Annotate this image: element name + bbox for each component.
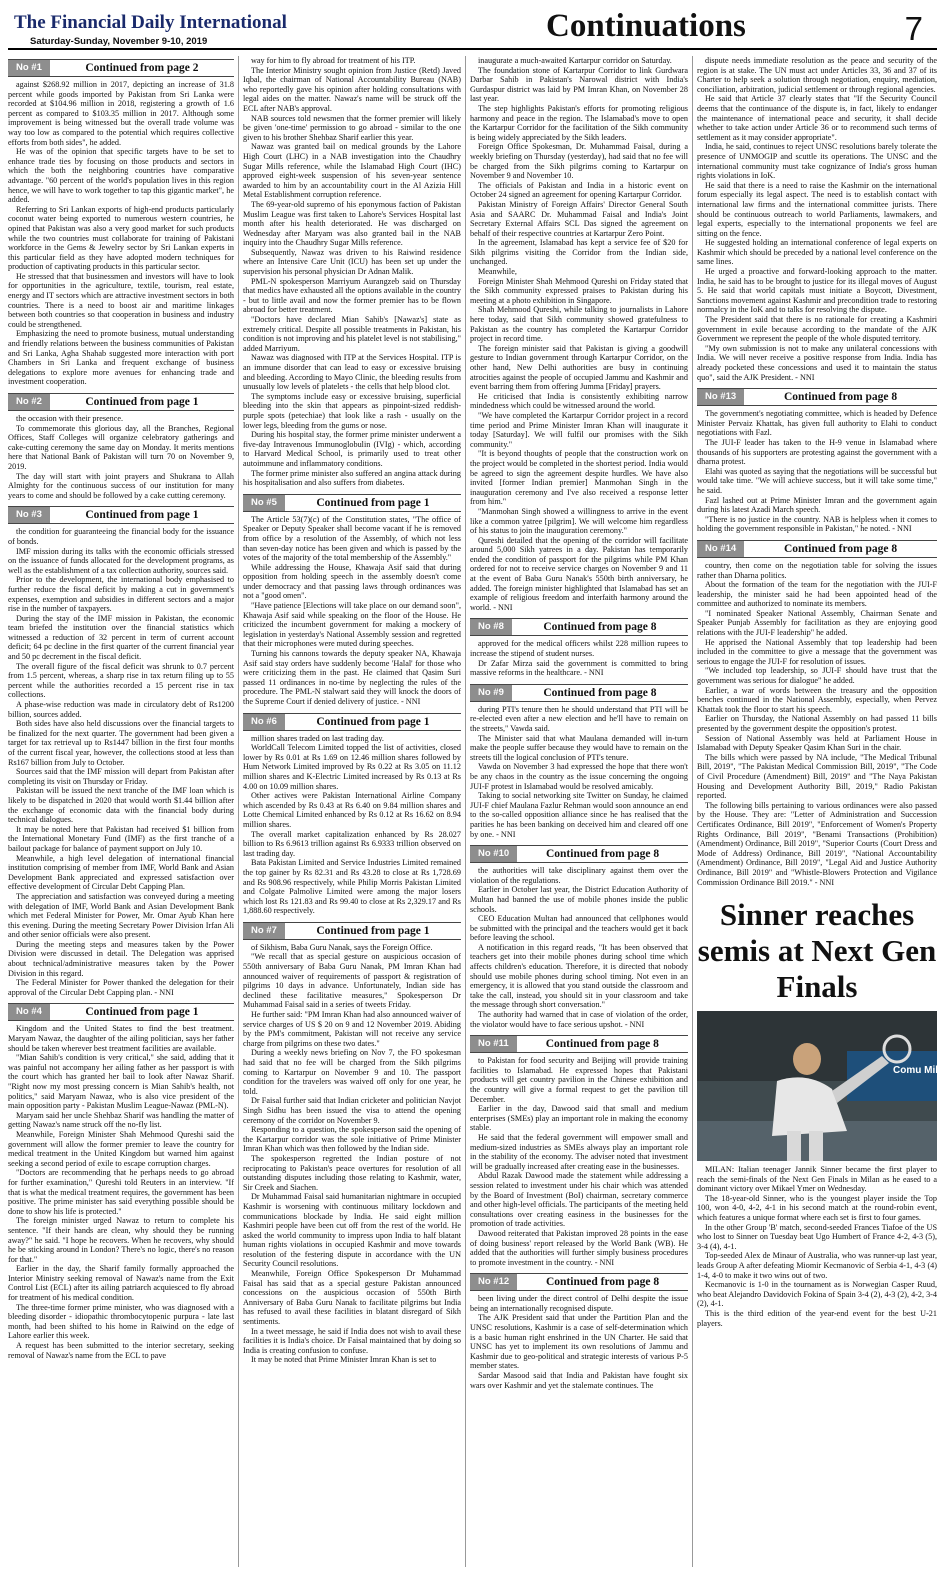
story-paragraph: Pakistan Ministry of Foreign Affairs' Director General South Asia and SAARC Dr. Muhammad Faisal and India's Joint Secretary External Affairs SCL Das signed the agreement on behalf of their respective countries at Kartarpur Zero Point.	[470, 199, 688, 238]
story-paragraph: NAB sources told newsmen that the former premier will likely be given 'one-time' permission to go abroad - similar to the one given to his brother Shehbaz Sharif earlier this year.	[243, 113, 461, 142]
continued-from-label: Continued from page 1	[316, 715, 430, 728]
column-4	[697, 56, 944, 1334]
story-paragraph: He said that the federal government will empower small and medium-sized industries as SMEs always play an important role in the stability of the economy. The adviser noted that investment will be gradually increased after creating ease in the businesses.	[470, 1132, 688, 1171]
story-header	[8, 1003, 234, 1021]
story-paragraph: To commemorate this glorious day, all the Branches, Regional Offices, Staff Colleges will organize celebratory gatherings and cake-cutting ceremony the same day on Monday. It merits mentions here that National Bank of Pakistan will turn 70 on November 9, 2019.	[8, 423, 234, 471]
story-paragraph: While addressing the House, Khawaja Asif said that during opposition from holding speech in the assembly doesn't come under democracy and that passing laws through ordinances was not a "good omen".	[243, 562, 461, 601]
story-paragraph: In the other Group 'B' match, second-seeded Frances Tiafoe of the US who lost to Sinner on Tuesday beat Ugo Humbert of France 4-2, 4-3 (5), 3-4 (4), 4-1.	[697, 1222, 937, 1251]
story-header	[697, 388, 937, 406]
story-paragraph: The spokesperson regretted the Indian posture of not reciprocating to Pakistan's peace overtures for resolution of all outstanding disputes including those relating to Kashmir, water, Sir Creek and Siachen.	[243, 1153, 461, 1192]
continued-from-label: Continued from page 1	[316, 496, 430, 509]
story-paragraph: dispute needs immediate resolution as the peace and security of the region is at stake. The UN must act under Articles 33, 36 and 37 of its Charter to help seek a solution through negotiation, enquiry, mediation, conciliation, arbitration, judicial settlement or through regional agencies.	[697, 56, 937, 94]
story-header	[697, 540, 937, 558]
story-paragraph: The authority had warned that in case of violation of the order, the violator would have to face serious upshot. - NNI	[470, 1010, 688, 1029]
story-paragraph: Dr Muhammad Faisal said humanitarian nightmare in occupied Kashmir is worsening with continuous military lockdown and communications blockade by India. He said eight million Kashmiri people have been cut off from the rest of the world. He asked the world community to impress upon India to half blatant human rights violations in occupied Kashmir and move towards resolution of the festering dispute in accordance with the UN Security Council resolutions.	[243, 1192, 461, 1269]
column-divider	[692, 56, 693, 1567]
story-paragraph: The 69-year-old supremo of his eponymous faction of Pakistan Muslim League was first taken to Lahore's Services Hospital last month after his health deteriorated. He was discharged on Wednesday after Maryam was also granted bail in the NAB inquiry into the Chaudhry Sugar Mills reference.	[243, 199, 461, 248]
story-paragraph: inaugurate a much-awaited Kartarpur corridor on Saturday.	[478, 56, 672, 65]
story-paragraph: Dr Faisal further said that Indian cricketer and politician Navjot Singh Sidhu has been issued the visa to attend the opening ceremony of the corridor on November 9.	[243, 1096, 461, 1125]
story-paragraph: The JUI-F leader has taken to the H-9 venue in Islamabad where thousands of his supporters are protesting against the government with a dharna protest.	[697, 437, 937, 467]
continuation-story	[8, 1003, 234, 1360]
story-paragraph: approved for the medical officers whilst 228 million rupees to increase the stipend of student nurses.	[470, 639, 688, 659]
story-paragraph: India, he said, continues to reject UNSC resolutions barely tolerate the presence of UNMOGIP and scuttle its operations. The UNSC and the international community must take cognizance of India's gross human rights violations in IoK.	[697, 142, 937, 181]
story-paragraph: During the stay of the IMF mission in Pakistan, the economic team briefed the institution over the financial statistics which witnessed a reduction of 32 percent in term of current account deficit; 64 pc decline in the first quarter of the current financial year and 50 pc decrement in the fiscal deficit.	[8, 613, 234, 662]
continued-from-label: Continued from page 1	[85, 396, 199, 408]
story-paragraph: the occasion with their presence.	[16, 414, 124, 423]
story-paragraph: The symptoms include easy or excessive bruising, superficial bleeding into the skin that appears as pinpoint-sized reddish-purple spots (petechiae) that look like a rash - usually on the lower legs, bleeding from the gums or nose.	[243, 391, 461, 430]
story-paragraph: Earlier in the day, the Sharif family formally approached the Interior Ministry seeking removal of Nawaz's name from the Exit Control List (ECL) after its ailing patriarch acquiesced to fly abroad for treatment of his medical condition.	[8, 1264, 234, 1303]
story-paragraph: Top-seeded Alex de Minaur of Australia, who was runner-up last year, leads Group A after defeating Miomir Kecmanovic of Serbia 4-1, 4-3 (4) 1-4, 4-0 to make it two wins out of two.	[697, 1251, 937, 1280]
story-header	[470, 684, 688, 702]
story-paragraph: Bata Pakistan Limited and Service Industries Limited remained the top gainer by Rs 82.31 and Rs 43.28 to close at Rs 1,728.69 and Rs 908.96 respectively, while Philip Morris Pakistan Limited and Colgate Palmolive Limited were among the major losers which lost Rs 121.83 and Rs 99.40 to close at Rs 2,329.17 and Rs 1,888.60 respectively.	[243, 858, 461, 916]
story-paragraph: During a weekly news briefing on Nov 7, the FO spokesman had said that no fee will be charged from the Sikh pilgrims coming to Kartarpur on November 9 and 10. The passport condition for the travelers was waived off only for one year, he told.	[243, 1048, 461, 1096]
story-paragraph: The Minister said that what Maulana demanded will in-turn make the people suffer because they would have to remain on the streets till the logical conclusion of PTI's tenure.	[470, 733, 688, 762]
story-paragraph: Foreign Office Spokesman, Dr. Muhammad Faisal, during a weekly briefing on Thursday (yesterday), had said that no fee will be charged from the Sikh pilgrims coming to Kartarpur on November 9 and November 10.	[470, 142, 688, 181]
story-paragraph: He further said: "PM Imran Khan had also announced waiver of service charges of US $ 20 on 9 and 12 November 2019. Abiding by the PM's commitment, Pakistan will not receive any service charge from pilgrims on these two dates."	[243, 1010, 461, 1048]
story-number-tag: No #8	[470, 619, 512, 635]
story-paragraph: About the formation of the team for the negotiation with the JUI-F leadership, the minister said he had been appointed head of the committee and authorized to nominate its members.	[697, 580, 937, 609]
story-paragraph: way for him to fly abroad for treatment of his ITP.	[251, 56, 416, 65]
story-paragraph: Subsequently, Nawaz was driven to his Raiwind residence where an Intensive Care Unit (ICU) has been set up under the supervision his personal physician Dr Adnan Malik.	[243, 247, 461, 277]
story-paragraph: Abdul Razak Dawood made the statement while addressing a session related to investment under his chair which was attended by the Board of Investment (BoI) chairman, secretary commerce and other high-level officials. The participants of the meeting held consultations over creating easiness in the businesses for the promotion of trade activities.	[470, 1171, 688, 1229]
story-paragraph: He suggested holding an international conference of legal experts on Kashmir which should be preceded by a national level conference on the same lines.	[697, 238, 937, 267]
story-paragraph: Meanwhile,	[478, 267, 517, 277]
story-paragraph: Kecmanovic is 1-0 in the tournament as is Norwegian Casper Ruud, who beat Alejandro Davidovich Fokina of Spain 3-4 (2), 4-3 (2), 4-2, 3-4 (2), 4-1.	[697, 1280, 937, 1309]
story-paragraph: Nawaz was diagnosed with ITP at the Services Hospital. ITP is an immune disorder that can lead to easy or excessive bruising and bleeding. According to Mayo Clinic, the bleeding results from unusually low levels of platelets - the cells that help blood clot.	[243, 353, 461, 392]
story-paragraph: Vawda on November 3 had expressed the hope that there won't be any chaos in the country as the issue concerning the ongoing JUI-F protest in Islamabad would be resolved amicably.	[470, 762, 688, 791]
story-paragraph: MILAN: Italian teenager Jannik Sinner became the first player to reach the semi-finals of the Next Gen Finals in Milan as he eased to a dominant victory over Mikael Ymer on Wednesday.	[697, 1165, 937, 1194]
continuation-story	[243, 713, 461, 916]
photo-banner-text: Comu Mila	[893, 1065, 944, 1077]
continued-from-label: Continued from page 2	[85, 62, 199, 74]
story-header	[470, 618, 688, 636]
column-1	[8, 56, 234, 1366]
story-paragraph: The bills which were passed by NA include, "The Medical Tribunal Bill, 2019", "The Pakistan Medical Commission Bill, 2019", "The Code of Civil Procedure (Amendment) Bill, 2019" and "The Naya Pakistan Housing and Development Authority Bill, 2019," Radio Pakistan reported.	[697, 752, 937, 801]
column-3	[470, 56, 688, 1396]
story-paragraph: The appreciation and satisfaction was conveyed during a meeting with delegation of IMF, World Bank and Asian Development Bank which met Federal Minister for Power, Mr. Omar Ayub Khan here this evening. During the meeting Secretary Power Division Irfan Ali and other senior officials were also present.	[8, 891, 234, 940]
continuation-story	[470, 845, 688, 1029]
story-number-tag: No #13	[697, 389, 744, 405]
story-paragraph: Maryam said her uncle Shehbaz Sharif was handling the matter of getting Nawaz's name struck off the no-fly list.	[8, 1110, 234, 1130]
story-paragraph: "Manmohan Singh showed a willingness to arrive in the event like a common yatree [pilgrim]. We will welcome him regardless of his status to join the inauguration ceremony."	[470, 506, 688, 536]
story-paragraph: "We have completed the Kartarpur Corridor project in a record time period and Prime Minister Imran Khan will inaugurate it today [Saturday]. We will fulfil our promises with the Sikh community."	[470, 410, 688, 449]
story-header	[470, 845, 688, 863]
story-paragraph: Taking to social networking site Twitter on Sunday, he claimed JUI-F chief Maulana Fazlur Rehman would soon announce an end to the so-called opposition alliance since he has realised that the parities he has been banking on deceived him and cleared off one by one. - NNI	[470, 791, 688, 839]
story-paragraph: The three-time former prime minister, who was diagnosed with a bleeding disorder - idiopathic thrombocytopenic purpura - late last month, had been shifted to his home in Raiwind on the edge of Lahore earlier this week.	[8, 1302, 234, 1341]
story-header	[8, 506, 234, 524]
story-paragraph: The day will start with joint prayers and Shukrana to Allah Almighty for the continuous success of our institution for many years to come and should be followed by a cake cutting ceremony.	[8, 471, 234, 500]
story-header	[243, 922, 461, 940]
story-paragraph: Both sides have also held discussions over the financial targets to be finalized for the next quarter. The government had been given a target for tax retrieval up to Rs1447 billion in the first four months of the current fiscal year, however, the collections stood at less than Rs167 billion from July to October.	[8, 719, 234, 767]
continuation-story	[470, 618, 688, 677]
story-paragraph: Dr Zafar Mirza said the government is committed to bring massive reforms in the healthcare. - NNI	[470, 658, 688, 678]
story-number-tag: No #3	[8, 507, 50, 523]
continuation-story	[697, 56, 937, 382]
story-paragraph: "Doctors have declared Mian Sahib's [Nawaz's] state as extremely critical. Despite all possible treatments in Pakistan, his condition is not improving and his platelet level is not stabilising," added Marriyum.	[243, 315, 461, 353]
story-number-tag: No #14	[697, 541, 744, 557]
continued-from-label: Continued from page 8	[545, 1276, 660, 1289]
continuation-story	[8, 393, 234, 500]
continuation-story	[243, 494, 461, 707]
story-paragraph: The following bills pertaining to various ordinances were also passed by the House. They are: "Letter of Administration and Succession Certificates Ordinance, Bill 2019", "Enforcement of Women's Property Rights Ordinance, Bill 2019", "Benami Transactions (Prohibition) (Amendment) Ordinance, Bill 2019", "Superior Courts (Court Dress and Mode of Address) Ordinance, Bill 2019", "National Accountability (Amendment) Ordinance, Bill 2019", "Legal Aid and Justice Authority Ordinance, Bill 2019" and "Whistle-Blowers Protection and Vigilance Commission Ordinance Bill 2019." - NNI	[697, 800, 937, 887]
story-header	[8, 59, 234, 77]
story-number-tag: No #6	[243, 714, 285, 730]
story-paragraph: He said that there is a need to raise the Kashmir on the international forum especially its legal aspect. The need is to establish contact with international law firms and the international committee jurists. There should be continuous outreach to world Parliaments, lawmakers, and legal experts, especially to the international proponents we feel are sitting on the fence.	[697, 180, 937, 238]
story-paragraph: Dawood reiterated that Pakistan improved 28 points in the ease of doing business' report released by the World Bank (WB). He added that the authorities will further simply business procedures to promote investment in the country. - NNI	[470, 1228, 688, 1267]
paper-name: The Financial Daily International	[14, 12, 287, 33]
story-paragraph: A request has been submitted to the interior secretary, seeking removal of Nawaz's name from the ECL to pave	[8, 1341, 234, 1360]
story-paragraph: Earlier in October last year, the District Education Authority of Multan had banned the use of mobile phones inside the public schools.	[470, 885, 688, 914]
story-paragraph: Session of National Assembly was held at Parliament House in Islamabad with Deputy Speaker Qasim Khan Suri in the chair.	[697, 733, 937, 753]
story-paragraph: Shah Mehmood Qureshi, while talking to journalists in Lahore here today, said that Sikh community showed gratefulness to Pakistan as the country has completed the Kartarpur Corridor project in record time.	[470, 305, 688, 344]
story-paragraph: "It is beyond thoughts of people that the construction work on the project would be completed in the shortest period. India would be agreed to sign the agreement despite hurdles. We have also invited [former Indian premier] Manmohan Singh in the inauguration ceremony and I've also received a response letter from him."	[470, 449, 688, 507]
continued-from-label: Continued from page 8	[783, 391, 898, 404]
story-paragraph: million shares traded on last trading day.	[251, 733, 384, 743]
story-header	[470, 1035, 688, 1053]
story-paragraph: Meanwhile, a high level delegation of international financial institution comprising of member from IMF, World Bank and Asian Development Bank appreciated and expressed satisfaction over effective development of Circular Debt Capping Plan.	[8, 853, 234, 892]
story-paragraph: Earlier, a war of words between the treasury and the opposition benches continued in the National Assembly, especially, when Pervez Khattak took the floor to start his speech.	[697, 685, 937, 714]
story-paragraph: Elahi was quoted as saying that the negotiations will be successful but would take time. "We will achieve success, but it will take some time," he said.	[697, 466, 937, 495]
story-paragraph: The Federal Minister for Power thanked the delegation for their approval of the Circular Debt Capping plan. - NNI	[8, 978, 234, 997]
continuation-story	[243, 922, 461, 1365]
story-paragraph: Sardar Masood said that India and Pakistan have fought six wars over Kashmir and yet the stalemate continues. The	[470, 1371, 688, 1390]
story-paragraph: Prior to the development, the international body emphasised to further reduce the fiscal deficit by making a cut in government's expenses, exemption and subsidies in different sectors and a major rise in the number of taxpayers.	[8, 575, 234, 614]
story-paragraph: Earlier in the day, Dawood said that small and medium enterprises (SMEs) play an important role in making the economy stable.	[470, 1104, 688, 1133]
story-number-tag: No #2	[8, 394, 50, 410]
continuation-story	[697, 388, 937, 534]
story-paragraph: IMF mission during its talks with the economic officials stressed on the issuance of funds allocated for the development programs, as well as the establishment of a tax collection authority, sources said.	[8, 546, 234, 575]
story-paragraph: Kingdom and the United States to find the best treatment. Maryam Nawaz, the daughter of the ailing politician, says her father should be taken wherever best treatment facilities are available.	[8, 1024, 234, 1053]
story-paragraph: Fazl lashed out at Prime Minister Imran and the government again during his latest Azadi March speech.	[697, 495, 937, 515]
story-header	[243, 713, 461, 731]
story-paragraph: He stressed that that businessmen and investors will have to look for opportunities in the agriculture, textile, tourism, real estate, energy and IT sectors which are attractive investment sectors in both countries. There is a need to boost air and maritime linkages between both countries so that cooperation in business and industry could be strengthened.	[8, 271, 234, 329]
story-paragraph: "Doctors are recommending that he perhaps needs to go abroad for further examination," Qureshi told Reuters in an interview. "If that is what the medical treatment requires, the government has been positive. The prime minister has said everything possible should be done to show his life is protected."	[8, 1168, 234, 1216]
story-number-tag: No #10	[470, 846, 517, 862]
continuation-story	[243, 56, 461, 488]
story-paragraph: Earlier on Thursday, the National Assembly on had passed 11 bills presented by the government despite the opposition's protest.	[697, 714, 937, 733]
story-paragraph: Meanwhile, Foreign Minister Shah Mehmood Qureshi said the government will allow the former premier to leave the country for medical treatment in the United Kingdom but warned him against seeking a second period of exile to escape corruption charges.	[8, 1129, 234, 1168]
story-paragraph: Qureshi detailed that the opening of the corridor will facilitate around 5,000 Sikh yatrees in a day. Pakistan has temporarily ended the condition of passport for the pilgrims while PM Khan ordered for not to receive service charges on November 9 and 11 at the event of Baba Guru Nanak's 550th birth anniversary, he added. The foreign minister highlighted that Islamabad has set an example of religious freedom and interfaith harmony around the world. - NNI	[470, 535, 688, 612]
continued-from-label: Continued from page 8	[545, 1038, 659, 1051]
story-paragraph: Other actives were Pakistan International Airline Company which ascended by Rs 0.43 at Rs 6.40 on 9.84 million shares and Lotte Chemical Limited enhanced by Rs 0.12 at Rs 16.62 on 8.94 million shares.	[243, 791, 461, 829]
masthead	[8, 6, 937, 46]
story-paragraph: Meanwhile, Foreign Office Spokesperson Dr Muhammad Faisal has said that as a special gesture Pakistan announced concessions on the auspicious occasion of 550th Birth Anniversary of Baba Guru Nanak to facilitate pilgrims but India has refused to avail these facilities in blatant disregard of Sikh sentiments.	[243, 1269, 461, 1327]
story-number-tag: No #1	[8, 60, 50, 76]
story-paragraph: The officials of Pakistan and India in a historic event on October 24 signed an agreement for opening Kartarpur Corridor.	[470, 180, 688, 200]
continuation-story	[8, 59, 234, 387]
story-paragraph: during PTI's tenure then he should understand that PTI will be re-elected even after a new election and he'll have to remain on the streets," Vawda said.	[470, 704, 688, 733]
story-paragraph: It may be noted here that Pakistan had received $1 billion from the International Monetary Fund (IMF) as the first tranche of a bailout package for balance of payment support on July 10.	[8, 824, 234, 853]
story-paragraph: He said that Article 37 clearly states that "If the Security Council deems that the continuance of the dispute is, in fact, likely to endanger the maintenance of international peace and security, it shall decide whether to take action under Article 36 or to recommend such terms of settlement as it may consider appropriate".	[697, 94, 937, 142]
story-paragraph: The 18-year-old Sinner, who is the youngest player inside the Top 100, won 4-0, 4-2, 4-1 in his second match at the round-robin event, which features a unique format where each set is first to four games.	[697, 1193, 937, 1223]
story-paragraph: In a tweet message, he said if India does not wish to avail these facilities it is India's choice. Dr Faisal maintained that by doing so India is creating confusion to confuse.	[243, 1326, 461, 1355]
story-number-tag: No #11	[470, 1036, 517, 1052]
story-paragraph: The former prime minister also suffered an angina attack during his hospitalisation and also suffers from diabetes.	[243, 468, 461, 488]
story-paragraph: He was of the opinion that specific targets have to be set to enhance trade ties by focusing on those products and sectors in which the both the neighboring countries have comparative advantage. "60 percent of the world's population lives in this region hence, we will have to work together to tap this gigantic market", he added.	[8, 147, 234, 205]
story-paragraph: It may be noted that Prime Minister Imran Khan is set to	[251, 1355, 437, 1365]
story-paragraph: This is the third edition of the year-end event for the best U-21 players.	[697, 1309, 937, 1328]
tennis-player-image	[697, 1011, 944, 1161]
story-paragraph: "My own submission is not to make any unilateral concessions with India. We will never receive a positive response from India. India has already pocketed these concessions and used it to maintain the status quo", said the AJK President. - NNI	[697, 343, 937, 382]
story-paragraph: Responding to a question, the spokesperson said the opening of the Kartarpur corridor was the sole initiative of Prime Minister Imran Khan which was then followed by the Indian side.	[243, 1125, 461, 1154]
story-header	[243, 494, 461, 512]
story-number-tag: No #7	[243, 923, 285, 939]
story-paragraph: CEO Education Multan had announced that cellphones would be submitted with the principal and the teachers would get it back before leaving the school.	[470, 914, 688, 943]
continuation-story	[470, 56, 688, 612]
story-paragraph: Nawaz was granted bail on medical grounds by the Lahore High Court (LHC) in a NAB investigation into the Chaudhry Sugar Mills reference, while the Islamabad High Court (IHC) approved eight-week suspension of his seven-year sentence awarded to him by an accountability court in the Al Azizia Hill Metal Establishment corruption reference.	[243, 142, 461, 200]
story-number-tag: No #12	[470, 1274, 517, 1290]
story-header	[8, 393, 234, 411]
continued-from-label: Continued from page 1	[85, 1006, 199, 1019]
story-paragraph: He criticised that India is consistently exhibiting narrow mindedness which could be witnessed around the world.	[470, 391, 688, 411]
story-paragraph: to Pakistan for food security and Beijing will provide training facilities to Islamabad. He expressed hopes that Pakistani products will get country pavilion in the Chinese exhibition and the country will give a formal request to get the pavilion till December.	[470, 1056, 688, 1104]
story-paragraph: In the agreement, Islamabad has kept a service fee of $20 for Sikh pilgrims visiting the Corridor from the Indian side, unchanged.	[470, 238, 688, 267]
continued-from-label: Continued from page 8	[783, 542, 898, 555]
tennis-photo	[697, 1011, 944, 1161]
story-paragraph: "We included top leadership, so JUI-F should have trust that the government was serious for dialogue" he added.	[697, 666, 937, 686]
story-paragraph: WorldCall Telecom Limited topped the list of activities, closed lower by Rs 0.01 at Rs 1.69 on 12.46 million shares followed by Hum Network Limited improved by Rs 0.22 at Rs 3.05 on 11.12 million shares and K-Electric Limited increased by Rs 0.13 at Rs 4.00 on 10.09 million shares.	[243, 743, 461, 791]
story-paragraph: The foreign minister said that Pakistan is giving a goodwill gesture to Indian government through Kartarpur Corridor, on the other hand, New Delhi authorities are busy in continuing atrocities against the people of occupied Jammu and Kashmir and event barring them from offering Jumma [Friday] prayers.	[470, 343, 688, 392]
story-number-tag: No #5	[243, 495, 285, 511]
masthead-rule	[8, 48, 937, 50]
continuation-story	[8, 506, 234, 997]
continued-from-label: Continued from page 8	[545, 848, 660, 861]
issue-date: Saturday-Sunday, November 9-10, 2019	[30, 36, 208, 47]
column-2	[243, 56, 461, 1371]
story-paragraph: Referring to Sri Lankan exports of high-end products particularly coconut water being exported to numerous western countries, he opined that Pakistan was also a very good market for such products while the two countries must collaborate for training of Pakistani workforce in the Gems & Jewelry sector by Sri Lankan experts in this particular field as they have adopted modern techniques for production of captivating products in this particular sector.	[8, 204, 234, 272]
story-paragraph: The Article 53(7)(c) of the Constitution states, "The office of Speaker or Deputy Speaker shall become vacant if he is removed from office by a resolution of the Assembly, of which not less than seven-day notice has been given and which is passed by the votes of the majority of the total membership of the Assembly."	[243, 514, 461, 563]
story-paragraph: Turning his cannons towards the deputy speaker NA, Khawaja Asif said stay orders have suddenly become 'Halal' for those who were criticizing them in the past. He claimed that Qasim Suri passed 11 ordinances in no-time by neglecting the rules of the procedure. The PML-N stalwart said they will knock the doors of the Supreme Court if denied delivery of justice. - NNI	[243, 649, 461, 706]
story-paragraph: The foundation stone of Kartarpur Corridor to link Gurdwara Darbar Sahib in Pakistan's Narowal district with India's Gurdaspur district was laid by PM Imran Khan, on November 28 last year.	[470, 65, 688, 104]
story-paragraph: of Sikhism, Baba Guru Nanak, says the Foreign Office.	[251, 942, 433, 952]
story-paragraph: A phase-wise reduction was made in circulatory debt of Rs1200 billion, sources added.	[8, 700, 234, 719]
story-paragraph: The AJK President said that under the Partition Plan and the UNSC resolutions, Kashmir is a case of self-determination which is a basic human right enshrined in the UN Charter. He said that UNSC has yet to implement its own resolutions of Jammu and Kashmir due to geo-political and strategic interests of various P-5 member states.	[470, 1313, 688, 1371]
story-paragraph: The foreign minister urged Nawaz to return to complete his sentence. "If their hands are clean, why should they be running away?" he said. "I hope he recovers. When he recovers, why should he be sticking around in London? There's no logic, there's no reason for that."	[8, 1216, 234, 1264]
story-paragraph: "Have patience [Elections will take place on our demand soon", Khawaja Asif said while speaking on the floor of the House. He criticized the incumbent government for making a mockery of legislation in yesterday's National Assembly session and regretted that their microphones were muted during speeches.	[243, 601, 461, 649]
story-paragraph: He apprised the National Assembly that top leadership had been included in the committee to give a message that the government was serious to engage the JUI-F for resolution of issues.	[697, 637, 937, 666]
story-paragraph: The step highlights Pakistan's efforts for promoting religious harmony and peace in the region. The Islamabad's move to open the Kartarpur Corridor for the facilitation of the Sikh community is being widely appreciated by the Sikh leaders.	[470, 103, 688, 142]
story-paragraph: He urged a proactive and forward-looking approach to the matter. India, he said has to be brought to justice for its illegal moves of August 5. He said that world capitals must initiate a Boycott, Divestment, Sanctions movement against Kashmir and precondition trade to restoring normalcy in the IoK and to talks for resolving the dispute.	[697, 267, 937, 315]
story-paragraph: Foreign Minister Shah Mehmood Qureshi on Friday stated that the Sikh community expressed praises to Pakistan during his meeting at a photo exhibition in Singapore.	[470, 276, 688, 305]
story-paragraph: "We recall that as special gesture on auspicious occasion of 550th anniversary of Baba Guru Nanak, PM Imran Khan had announced waiver of requirements of passport & registration of pilgrims 10 days in advance. Unfortunately, Indian side has declined these facilitative measures," Spokesperson Dr Muhammad Faisal said in a series of tweets Friday.	[243, 952, 461, 1010]
story-paragraph: Sources said that the IMF mission will depart from Pakistan after completing its visit on Thursday or Friday.	[8, 767, 234, 786]
column-divider	[238, 56, 239, 1567]
story-paragraph: "There is no justice in the country. NAB is helpless when it comes to holding the government responsible in Pakistan," he noted. - NNI	[697, 514, 937, 534]
story-paragraph: country, then come on the negotiation table for solving the issues rather than Dharna politics.	[697, 560, 937, 580]
story-number-tag: No #4	[8, 1004, 50, 1020]
story-paragraph: The overall figure of the fiscal deficit was shrunk to 0.7 percent from 1.5 percent, whereas, a sharp rise in tax return filing up to 55 percent while the authorities recorded a 15 percent rise in tax collections.	[8, 661, 234, 700]
story-paragraph: "Mian Sahib's condition is very critical," she said, adding that it was painful not accompany her ailing father as her passport is with the court which has granted her bail to look after Nawaz Sharif. "Right now my most pressing concern is Mian Sahib's health, not politics," said Maryam Nawaz, who is also vice president of the main opposition party - Pakistan Muslim League-Nawaz (PML-N).	[8, 1053, 234, 1111]
story-number-tag: No #9	[470, 685, 512, 701]
story-paragraph: the condition for guaranteeing the financial body for the issuance of bonds.	[8, 527, 234, 546]
story-paragraph: During his hospital stay, the former prime minister underwent a five-day Intravenous Immunoglobulin (IVIg) - which, according to Harvard Medical School, is primarily used to treat other autoimmune and inflammatory conditions.	[243, 430, 461, 468]
continuation-story	[470, 684, 688, 839]
story-paragraph: the authorities will take disciplinary against them over the violation of the regulations.	[470, 866, 688, 885]
continued-from-label: Continued from page 8	[543, 621, 657, 634]
story-paragraph: Pakistan will be issued the next tranche of the IMF loan which is likely to be dispatched in 2020 that would worth $1.44 billion after the exchange of economic data with the financial body during technical dialogues.	[8, 786, 234, 825]
story-paragraph: PML-N spokesperson Marriyum Aurangzeb said on Thursday that medics have exhausted all the options available in the country - but to little avail and now the former premier has to be flown abroad for better treatment.	[243, 276, 461, 315]
continuation-story	[697, 897, 944, 1328]
section-title: Continuations	[546, 8, 746, 44]
continued-from-label: Continued from page 8	[543, 686, 657, 699]
continuation-story	[470, 1035, 688, 1267]
column-divider	[465, 56, 466, 1567]
continued-from-label: Continued from page 1	[316, 924, 430, 937]
story-paragraph: The overall market capitalization enhanced by Rs 28.027 billion to Rs 6.9613 trillion against Rs 6.9333 trillion observed on last trading day.	[243, 829, 461, 858]
sports-headline: Sinner reaches semis at Next Gen Finals	[697, 897, 937, 1005]
story-paragraph: During the meeting steps and measures taken by the Power Division were discussed in detail. The Delegation was apprised about technical/administrative measures taken by the Power Division in this regard.	[8, 939, 234, 978]
story-paragraph: Emphasizing the need to promote business, mutual understanding and friendly relations between the business communities of Pakistan and Sri Lanka, Agha Shahab suggested more interaction with port Chambers in Sri Lanka and frequent exchange of business delegations to explore more avenues for enhancing trade and investment cooperation.	[8, 329, 234, 387]
story-paragraph: The President said that there is no rationale for creating a Kashmiri government in exile because according to the mandate of the AJK Government we represent the people of the whole disputed territory.	[697, 315, 937, 344]
story-header	[470, 1273, 688, 1291]
story-paragraph: The Interior Ministry sought opinion from Justice (Retd) Javed Iqbal, the chairman of National Accountability Bureau (NAB) who reportedly gave his opinion after holding consultations with legal aides on the matter. Nawaz's name will be struck off the ECL after NAB's approval.	[243, 65, 461, 113]
continued-from-label: Continued from page 1	[85, 509, 199, 522]
story-paragraph: against $268.92 million in 2017, depicting an increase of 31.8 percent while goods imported by Pakistan from Sri Lanka were recorded at $104.96 million in 2018, registering a growth of 1.6 percent as compared to $103.35 million in 2017. Although some improvement is being witnessed but the overall trade volume was way too low as compared to the potential which requires collective efforts from both sides", he added.	[8, 80, 234, 147]
continuation-story	[697, 540, 937, 887]
story-paragraph: The government's negotiating committee, which is headed by Defence Minister Pervaiz Khattak, has given full authority to Elahi to conduct negotiations with Fazl.	[697, 409, 937, 438]
page-number: 7	[904, 10, 923, 47]
story-paragraph: "I nominated Speaker National Assembly, Chairman Senate and Speaker Punjab Assembly for facilitation as they are enjoying good relations with the JUI-F leadership" he added.	[697, 608, 937, 638]
story-paragraph: been living under the direct control of Delhi despite the issue being an internationally recognised dispute.	[470, 1294, 688, 1313]
continuation-story	[470, 1273, 688, 1390]
story-paragraph: A notification in this regard reads, "It has been observed that teachers get into their mobile phones during school time which affects children's education. Therefore, it is directed that nobody should use mobile phones during school timing. Not even in an emergency, it is allowed that you stand outside the classroom and take the call, instead, you should sit in your classroom and take the message through short conversation."	[470, 942, 688, 1010]
